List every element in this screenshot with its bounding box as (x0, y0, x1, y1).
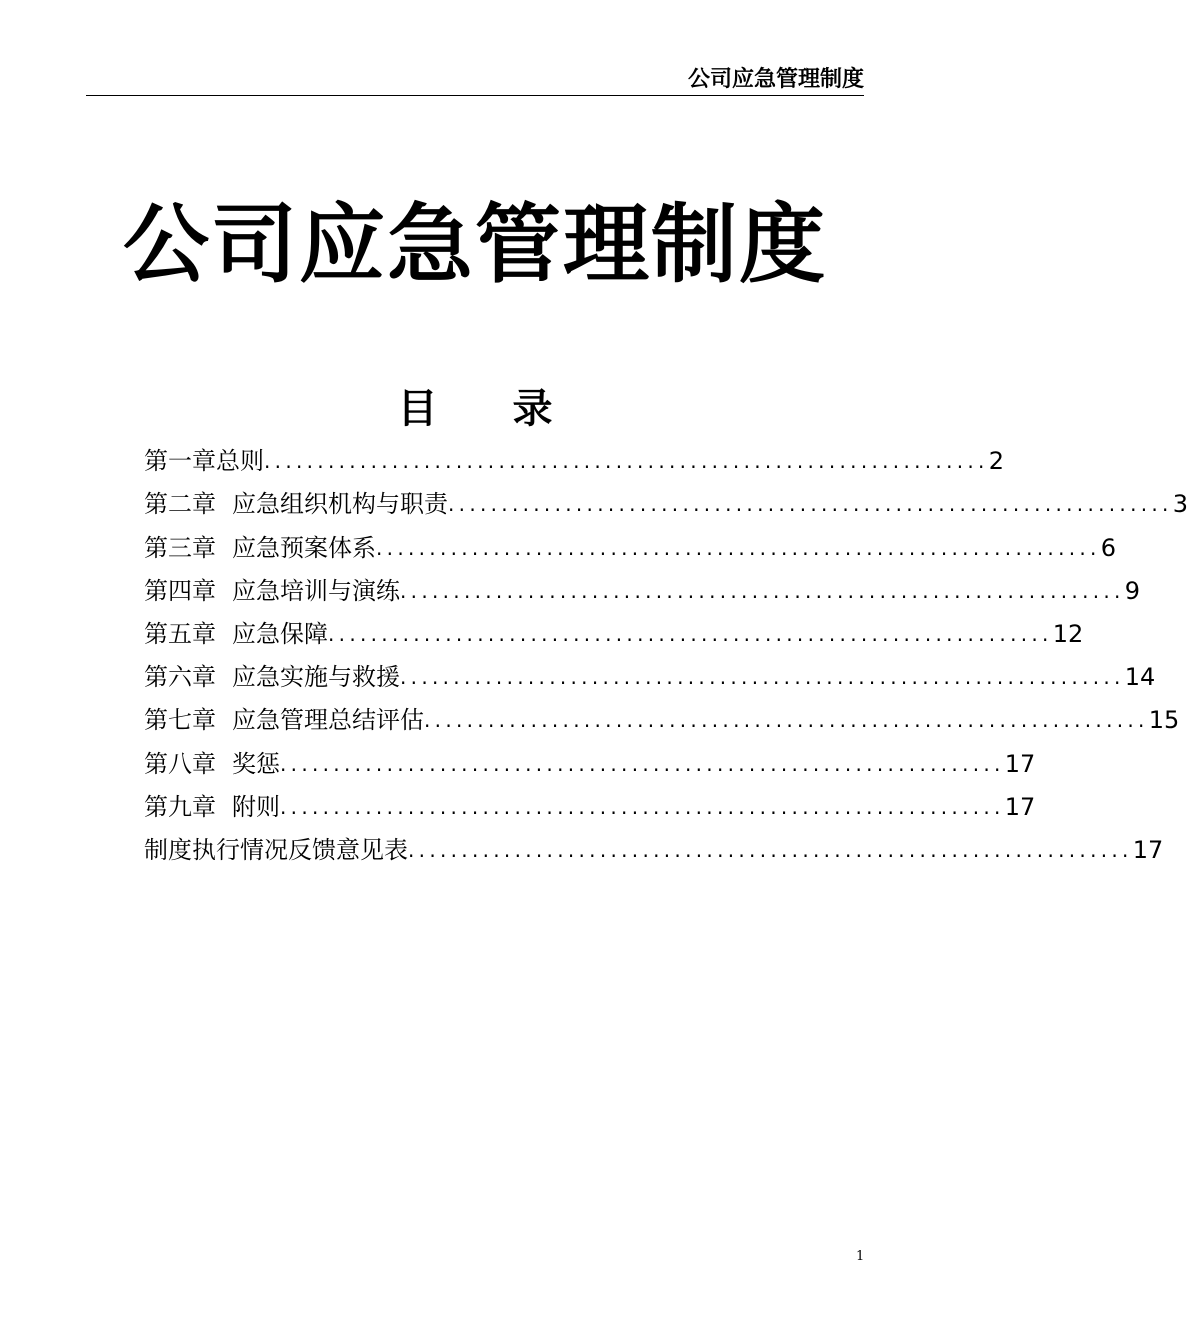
toc-page-number: 12 (1052, 619, 1084, 648)
toc-entry-chapter-1[interactable] (144, 440, 1004, 483)
toc-chapter-title: 应急实施与救援 (232, 663, 400, 692)
toc-entry-chapter-8[interactable] (144, 742, 1036, 785)
table-of-contents (144, 440, 1188, 872)
toc-entry-feedback-form[interactable] (144, 829, 1164, 872)
toc-dot-leader: .................................................................... (280, 751, 1005, 776)
toc-chapter-label: 第四章 (144, 576, 216, 605)
toc-chapter-label: 第八章 (144, 749, 216, 778)
toc-dot-leader: .................................................................... (424, 708, 1149, 733)
toc-dot-leader: .................................................................... (408, 837, 1133, 862)
toc-entry-chapter-3[interactable] (144, 526, 1116, 569)
toc-entry-text (144, 440, 264, 483)
header-rule (86, 95, 864, 96)
toc-page-number: 15 (1148, 706, 1180, 735)
toc-dot-leader: .................................................................... (280, 794, 1005, 819)
toc-page-number: 17 (1132, 835, 1164, 864)
toc-entry-text (144, 483, 448, 526)
toc-chapter-title: 附则 (232, 792, 280, 821)
toc-chapter-title: 制度执行情况反馈意见表 (144, 835, 408, 864)
toc-dot-leader: .................................................................... (448, 492, 1173, 517)
toc-page-number: 14 (1124, 663, 1156, 692)
toc-page-number: 2 (988, 447, 1004, 476)
document-title: 公司应急管理制度 (123, 195, 827, 295)
toc-chapter-title: 应急管理总结评估 (232, 706, 424, 735)
toc-entry-text (144, 656, 400, 699)
toc-dot-leader: .................................................................... (328, 621, 1053, 646)
toc-entry-text (144, 570, 400, 613)
toc-entry-chapter-5[interactable] (144, 613, 1084, 656)
running-header-title: 公司应急管理制度 (687, 67, 864, 92)
toc-chapter-label: 第九章 (144, 792, 216, 821)
toc-chapter-label: 第六章 (144, 663, 216, 692)
toc-entry-text (144, 699, 424, 742)
toc-entry-chapter-2[interactable] (144, 483, 1188, 526)
toc-chapter-title: 应急预案体系 (232, 533, 376, 562)
toc-page-number: 17 (1004, 792, 1036, 821)
toc-entry-text (144, 743, 280, 786)
toc-entry-chapter-9[interactable] (144, 786, 1036, 829)
toc-entry-text (144, 613, 328, 656)
toc-chapter-title: 应急组织机构与职责 (232, 490, 448, 519)
toc-page-number: 6 (1100, 533, 1116, 562)
toc-entry-text (144, 786, 280, 829)
toc-dot-leader: .................................................................... (376, 535, 1101, 560)
toc-chapter-title: 总则 (216, 447, 264, 476)
toc-entry-chapter-4[interactable] (144, 570, 1140, 613)
toc-page-number: 9 (1124, 576, 1140, 605)
toc-entry-text (144, 527, 376, 570)
toc-page-number: 17 (1004, 749, 1036, 778)
toc-chapter-label: 第一章 (144, 447, 216, 476)
toc-chapter-title: 奖惩 (232, 749, 280, 778)
toc-dot-leader: .................................................................... (400, 665, 1125, 690)
toc-chapter-label: 第二章 (144, 490, 216, 519)
toc-chapter-title: 应急培训与演练 (232, 576, 400, 605)
toc-dot-leader: .................................................................... (264, 449, 989, 474)
toc-dot-leader: .................................................................... (400, 578, 1125, 603)
toc-page-number: 3 (1172, 490, 1188, 519)
toc-chapter-label: 第三章 (144, 533, 216, 562)
toc-entry-text (144, 829, 408, 872)
toc-entry-chapter-6[interactable] (144, 656, 1156, 699)
toc-chapter-label: 第七章 (144, 706, 216, 735)
toc-chapter-title: 应急保障 (232, 619, 328, 648)
page-number: 1 (856, 1249, 865, 1264)
toc-heading: 目录 (397, 386, 628, 432)
toc-chapter-label: 第五章 (144, 619, 216, 648)
toc-entry-chapter-7[interactable] (144, 699, 1180, 742)
